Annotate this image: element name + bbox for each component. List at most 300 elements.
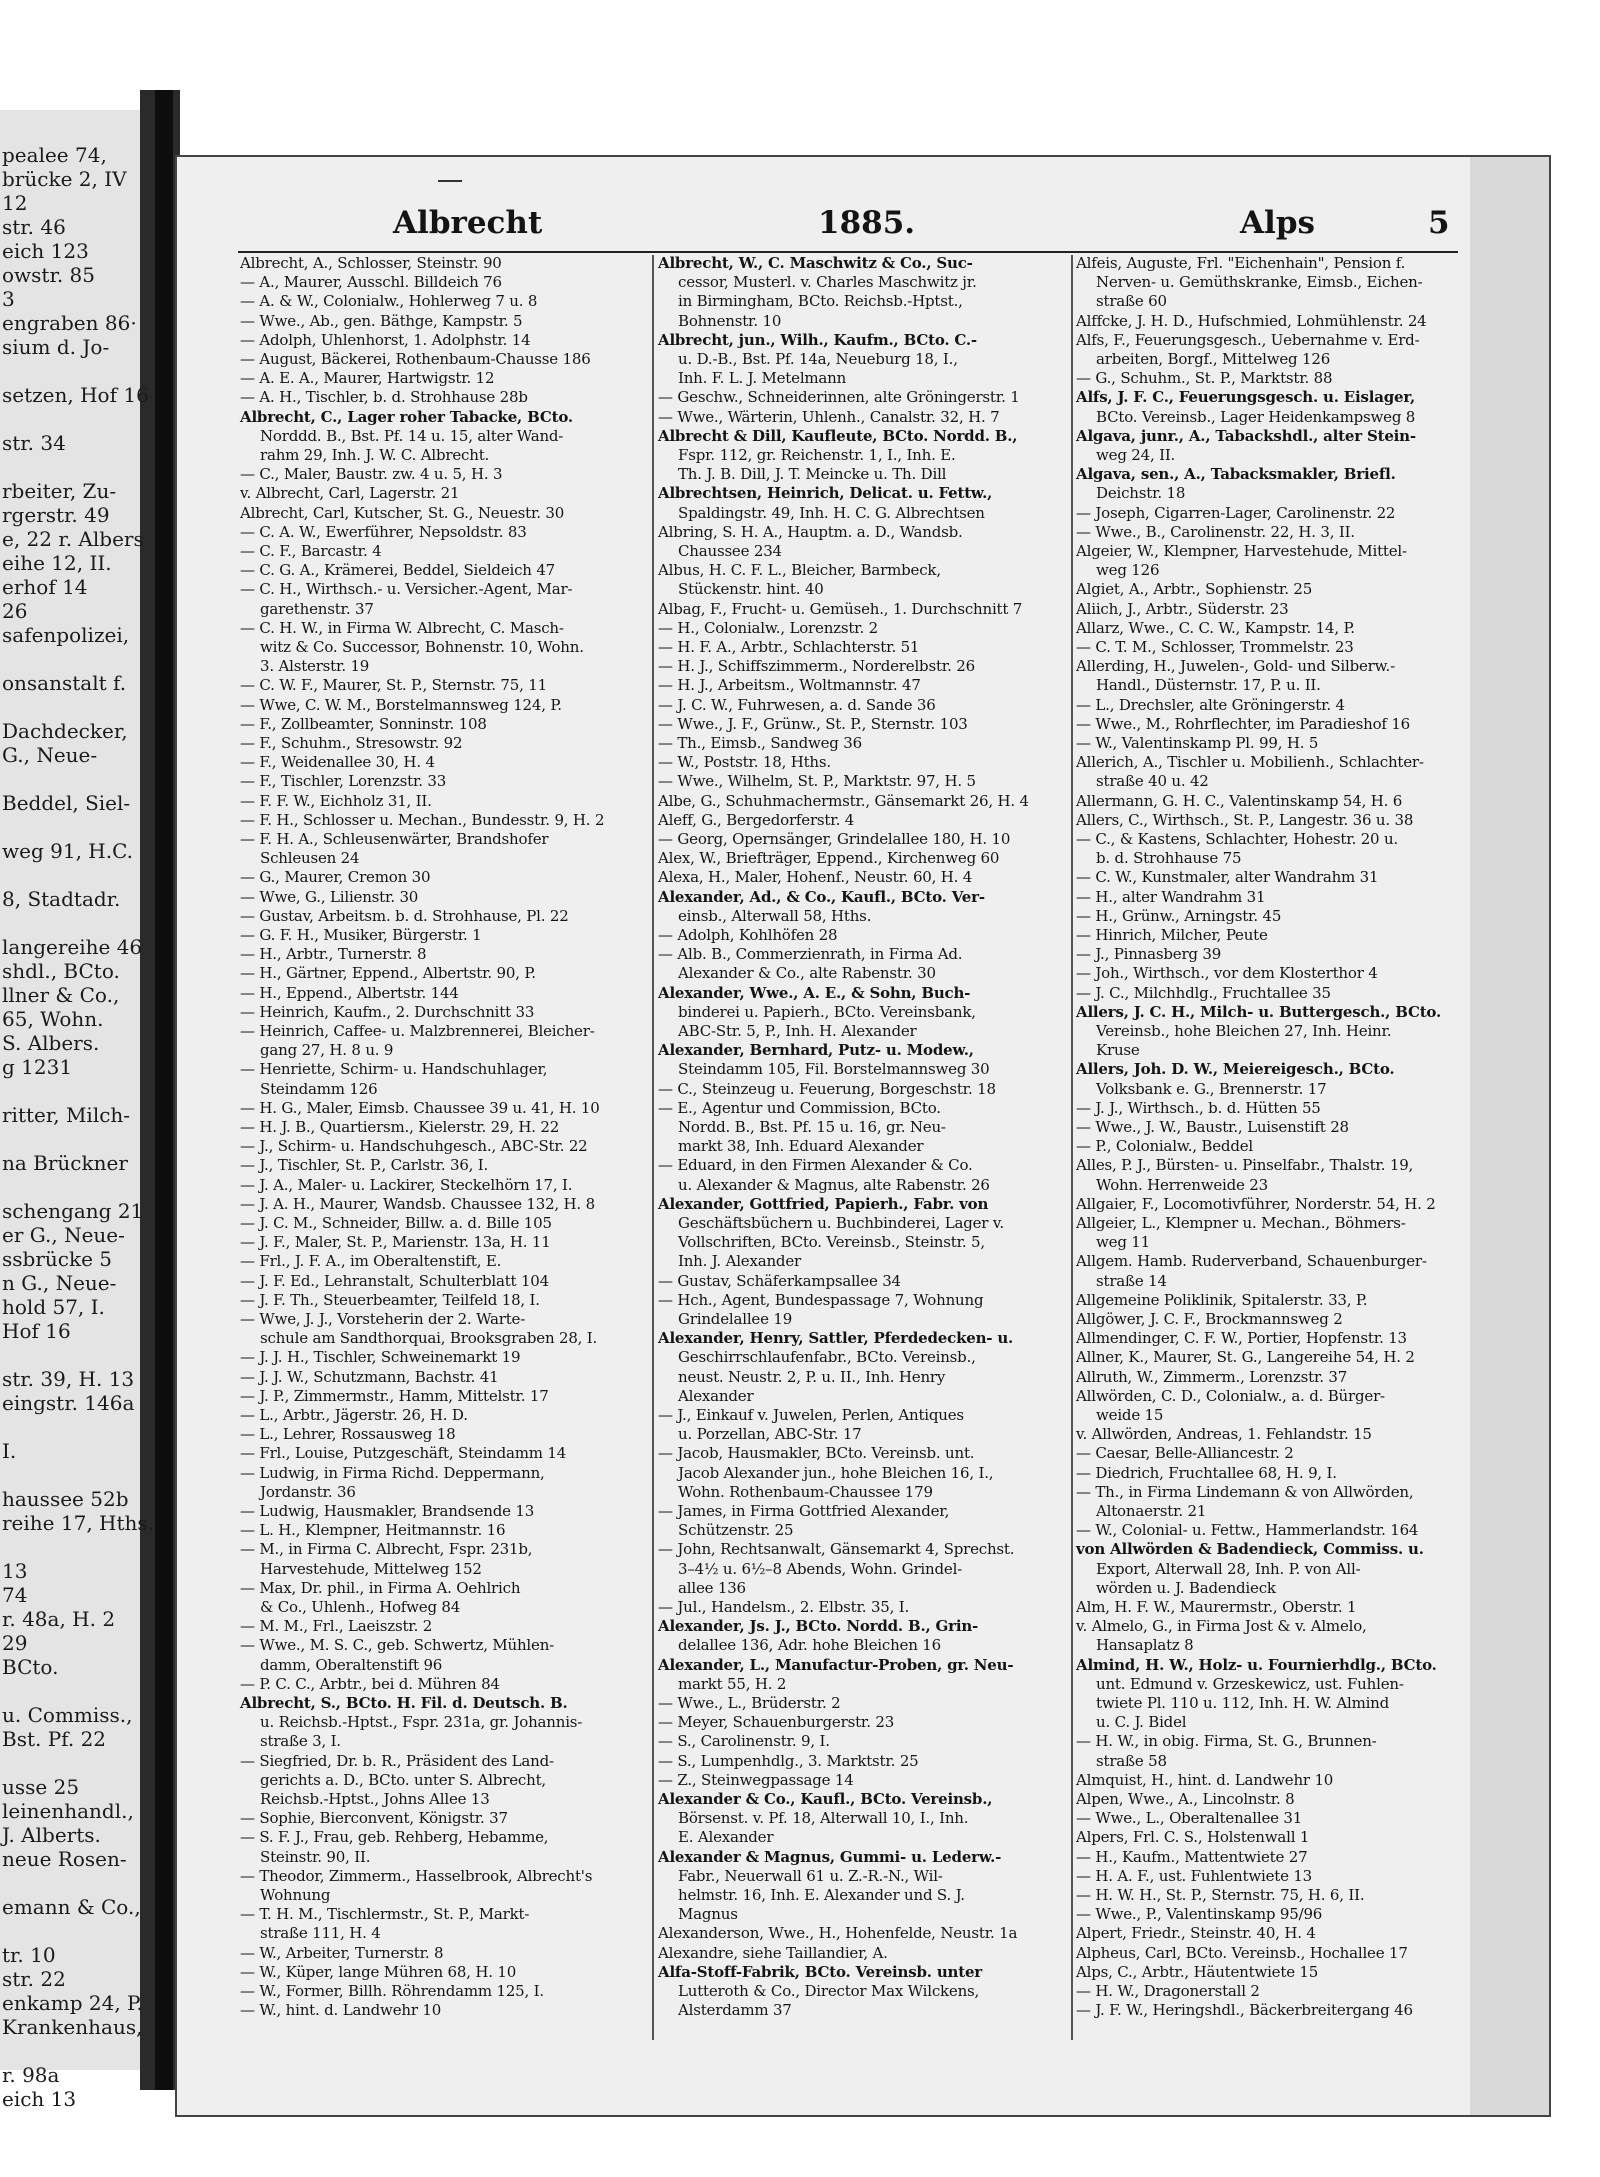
left-page-fragment: I.: [2, 1439, 17, 1463]
left-page-fragment: hold 57, I.: [2, 1295, 105, 1319]
directory-entry: witz & Co. Successor, Bohnenstr. 10, Wohn.: [260, 638, 584, 656]
left-page-fragment: e, 22 r. Albers: [2, 527, 144, 551]
directory-entry: Alfeis, Auguste, Frl. "Eichenhain", Pension f.: [1076, 254, 1406, 272]
directory-entry: Almquist, H., hint. d. Landwehr 10: [1076, 1770, 1334, 1789]
directory-entry: gang 27, H. 8 u. 9: [260, 1041, 394, 1060]
directory-entry: Alffcke, J. H. D., Hufschmied, Lohmühlenstr. 24: [1076, 311, 1427, 330]
directory-entry: — A. H., Tischler, b. d. Strohhause 28b: [240, 388, 528, 407]
directory-entry: — H. J., Arbeitsm., Woltmannstr. 47: [658, 676, 921, 695]
directory-entry: — J., Einkauf v. Juwelen, Perlen, Antiques: [658, 1406, 964, 1424]
directory-entry: — A., Maurer, Ausschl. Billdeich 76: [240, 273, 502, 292]
directory-entry: — Z., Steinwegpassage 14: [658, 1770, 854, 1789]
left-page-fragment: leinenhandl.,: [2, 1799, 134, 1823]
directory-entry: Aliich, J., Arbtr., Süderstr. 23: [1076, 599, 1289, 618]
directory-heading-entry: Alfa-Stoff-Fabrik, BCto. Vereinsb. unter: [658, 1962, 982, 1981]
directory-entry: — H. W., Dragonerstall 2: [1076, 1982, 1260, 2000]
directory-entry: — G. F. H., Musiker, Bürgerstr. 1: [240, 926, 482, 944]
directory-entry: Th. J. B. Dill, J. T. Meincke u. Th. Dill: [678, 465, 947, 484]
directory-entry: Allruth, W., Zimmerm., Lorenzstr. 37: [1076, 1367, 1348, 1386]
directory-entry: — J. C. M., Schneider, Billw. a. d. Bille 105: [240, 1214, 552, 1232]
directory-entry: Alexander & Co., alte Rabenstr. 30: [678, 964, 936, 983]
directory-entry: — Jul., Handelsm., 2. Elbstr. 35, I.: [658, 1598, 910, 1616]
directory-entry: — F., Zollbeamter, Sonninstr. 108: [240, 714, 487, 733]
directory-entry: Börsenst. v. Pf. 18, Alterwall 10, I., Inh.: [678, 1809, 969, 1828]
directory-entry: Alexanderson, Wwe., H., Hohenfelde, Neustr. 1a: [658, 1924, 1018, 1943]
directory-entry: — Wwe, J. J., Vorsteherin der 2. Warte-: [240, 1310, 526, 1328]
directory-entry: u. D.-B., Bst. Pf. 14a, Neueburg 18, I.,: [678, 350, 958, 368]
directory-entry: Chaussee 234: [678, 542, 782, 560]
directory-entry: — P., Colonialw., Beddel: [1076, 1137, 1254, 1156]
left-page-fragment: eich 123: [2, 239, 89, 263]
directory-entry: — Joh., Wirthsch., vor dem Klosterthor 4: [1076, 964, 1378, 983]
directory-entry: Wohn. Rothenbaum-Chaussee 179: [678, 1482, 933, 1501]
directory-entry: — Frl., J. F. A., im Oberaltenstift, E.: [240, 1252, 502, 1271]
directory-column-1: [240, 252, 648, 2032]
directory-entry: Wohnung: [260, 1886, 331, 1904]
directory-heading-entry: Albrecht, C., Lager roher Tabacke, BCto.: [240, 407, 573, 426]
directory-entry: Volksbank e. G., Brennerstr. 17: [1096, 1079, 1327, 1098]
directory-entry: — J. A., Maler- u. Lackirer, Steckelhörn 17, I.: [240, 1175, 573, 1194]
directory-entry: — G., Maurer, Cremon 30: [240, 868, 431, 887]
directory-entry: neust. Neustr. 2, P. u. II., Inh. Henry: [678, 1367, 946, 1386]
left-page-fragment: 65, Wohn.: [2, 1007, 104, 1031]
left-page-fragment: shdl., BCto.: [2, 959, 120, 983]
directory-entry: v. Allwörden, Andreas, 1. Fehlandstr. 15: [1076, 1425, 1372, 1444]
left-page-fragment: 74: [2, 1583, 28, 1607]
left-page-fragment: usse 25: [2, 1775, 80, 1799]
directory-entry: — J. F., Maler, St. P., Marienstr. 13a, H. 11: [240, 1233, 551, 1252]
directory-entry: Fspr. 112, gr. Reichenstr. 1, I., Inh. E.: [678, 446, 956, 464]
directory-entry: — S., Lumpenhdlg., 3. Marktstr. 25: [658, 1751, 919, 1770]
directory-entry: — W., Valentinskamp Pl. 99, H. 5: [1076, 734, 1319, 752]
left-page-fragment: na Brückner: [2, 1151, 128, 1175]
directory-entry: v. Almelo, G., in Firma Jost & v. Almelo,: [1076, 1617, 1367, 1636]
directory-entry: in Birmingham, BCto. Reichsb.-Hptst.,: [678, 292, 963, 311]
left-page-fragment: setzen, Hof 16: [2, 383, 149, 407]
directory-entry: Grindelallee 19: [678, 1310, 793, 1328]
left-page-fragment: S. Albers.: [2, 1031, 100, 1055]
directory-heading-entry: Alfs, J. F. C., Feuerungsgesch. u. Eislager,: [1076, 388, 1416, 407]
directory-entry: — F. H. A., Schleusenwärter, Brandshofer: [240, 830, 549, 848]
left-page-fragment: haussee 52b: [2, 1487, 129, 1511]
directory-entry: — H., Gärtner, Eppend., Albertstr. 90, P.: [240, 964, 536, 983]
directory-entry: — F. F. W., Eichholz 31, II.: [240, 791, 432, 810]
directory-entry: Allgem. Hamb. Ruderverband, Schauenburger-: [1076, 1252, 1427, 1271]
left-page-fragment: pealee 74,: [2, 143, 107, 167]
directory-entry: — Gustav, Arbeitsm. b. d. Strohhause, Pl. 22: [240, 906, 569, 925]
directory-entry: — W., Colonial- u. Fettw., Hammerlandstr. 164: [1076, 1521, 1419, 1540]
directory-entry: — M., in Firma C. Albrecht, Fspr. 231b,: [240, 1540, 533, 1559]
directory-heading-entry: Algava, junr., A., Tabackshdl., alter Stein-: [1076, 426, 1416, 445]
directory-entry: helmstr. 16, Inh. E. Alexander und S. J.: [678, 1886, 965, 1904]
directory-entry: garethenstr. 37: [260, 599, 374, 618]
directory-entry: — Wwe, C. W. M., Borstelmannsweg 124, P.: [240, 695, 562, 714]
directory-entry: Stückenstr. hint. 40: [678, 580, 824, 599]
directory-heading-entry: Alexander, Gottfried, Papierh., Fabr. von: [658, 1194, 989, 1213]
directory-entry: Allarz, Wwe., C. C. W., Kampstr. 14, P.: [1076, 618, 1355, 637]
directory-entry: — C. W. F., Maurer, St. P., Sternstr. 75, 11: [240, 676, 547, 695]
directory-entry: Lutteroth & Co., Director Max Wilckens,: [678, 1982, 980, 2000]
directory-entry: — Th., in Firma Lindemann & von Allwörden,: [1076, 1482, 1414, 1501]
directory-entry: — C., & Kastens, Schlachter, Hohestr. 20 u.: [1076, 830, 1399, 848]
directory-entry: Export, Alterwall 28, Inh. P. von All-: [1096, 1559, 1361, 1578]
directory-entry: — J. C. W., Fuhrwesen, a. d. Sande 36: [658, 695, 936, 714]
left-page-fragment: n G., Neue-: [2, 1271, 117, 1295]
left-page-fragment: engraben 86·: [2, 311, 137, 335]
directory-entry: weg 126: [1096, 561, 1160, 580]
directory-heading-entry: Alexander, Ad., & Co., Kaufl., BCto. Ver-: [658, 887, 985, 906]
directory-entry: ABC-Str. 5, P., Inh. H. Alexander: [678, 1022, 917, 1040]
left-page-fragment: 12: [2, 191, 28, 215]
left-page-fragment: Krankenhaus,: [2, 2015, 143, 2039]
directory-entry: markt 55, H. 2: [678, 1674, 787, 1693]
directory-entry: weg 24, II.: [1096, 446, 1176, 464]
left-page-fragment: 29: [2, 1631, 28, 1655]
left-page-fragment: llner & Co.,: [2, 983, 120, 1007]
left-page-fragment: rgerstr. 49: [2, 503, 110, 527]
directory-entry: — Wwe., J. F., Grünw., St. P., Sternstr. 103: [658, 714, 968, 733]
directory-entry: Schützenstr. 25: [678, 1521, 794, 1540]
directory-entry: — F., Tischler, Lorenzstr. 33: [240, 772, 447, 791]
directory-entry: wörden u. J. Badendieck: [1096, 1578, 1276, 1597]
directory-entry: — G., Schuhm., St. P., Marktstr. 88: [1076, 369, 1333, 388]
directory-entry: allee 136: [678, 1578, 746, 1597]
left-page-fragment: weg 91, H.C.: [2, 839, 134, 863]
directory-entry: — Gustav, Schäferkampsallee 34: [658, 1271, 901, 1290]
left-page-fragment: rbeiter, Zu-: [2, 479, 117, 503]
directory-entry: — Wwe., L., Oberaltenallee 31: [1076, 1809, 1303, 1828]
left-page-fragment: ssbrücke 5: [2, 1247, 113, 1271]
directory-entry: — Adolph, Uhlenhorst, 1. Adolphstr. 14: [240, 330, 531, 349]
directory-heading-entry: von Allwörden & Badendieck, Commiss. u.: [1076, 1540, 1424, 1559]
page-number: 5: [1428, 205, 1450, 241]
directory-entry: — Caesar, Belle-Alliancestr. 2: [1076, 1444, 1294, 1463]
directory-entry: Geschäftsbüchern u. Buchbinderei, Lager v.: [678, 1214, 1004, 1232]
left-page-fragment: G., Neue-: [2, 743, 98, 767]
directory-entry: Allermann, G. H. C., Valentinskamp 54, H. 6: [1076, 791, 1403, 810]
directory-entry: Kruse: [1096, 1041, 1140, 1060]
directory-entry: — Wwe., B., Carolinenstr. 22, H. 3, II.: [1076, 522, 1355, 541]
directory-heading-entry: Alexander, Bernhard, Putz- u. Modew.,: [658, 1041, 974, 1060]
directory-entry: straße 40 u. 42: [1096, 772, 1209, 791]
directory-entry: Alpheus, Carl, BCto. Vereinsb., Hochallee 17: [1076, 1943, 1408, 1962]
left-page-fragment: neue Rosen-: [2, 1847, 127, 1871]
directory-entry: — C. A. W., Ewerführer, Nepsoldstr. 83: [240, 522, 527, 541]
directory-heading-entry: Alexander, Wwe., A. E., & Sohn, Buch-: [658, 983, 971, 1002]
directory-entry: — A. & W., Colonialw., Hohlerweg 7 u. 8: [240, 292, 538, 311]
directory-entry: Alles, P. J., Bürsten- u. Pinselfabr., Thalstr. 19,: [1076, 1156, 1414, 1175]
directory-entry: — H. G., Maler, Eimsb. Chaussee 39 u. 41, H. 10: [240, 1098, 600, 1117]
left-page-fragment: tr. 10: [2, 1943, 56, 1967]
directory-entry: — H. W., in obig. Firma, St. G., Brunnen-: [1076, 1732, 1377, 1751]
directory-entry: — Frl., Louise, Putzgeschäft, Steindamm 14: [240, 1444, 567, 1463]
directory-entry: — Adolph, Kohlhöfen 28: [658, 926, 838, 944]
directory-entry: weide 15: [1096, 1406, 1164, 1424]
directory-entry: — S. F. J., Frau, geb. Rehberg, Hebamme,: [240, 1828, 549, 1847]
directory-entry: — H., alter Wandrahm 31: [1076, 887, 1266, 906]
directory-entry: gerichts a. D., BCto. unter S. Albrecht,: [260, 1770, 546, 1789]
directory-heading-entry: Albrecht & Dill, Kaufleute, BCto. Nordd. B.,: [658, 426, 1018, 445]
directory-entry: — C. T. M., Schlosser, Trommelstr. 23: [1076, 638, 1354, 656]
directory-entry: Albrecht, A., Schlosser, Steinstr. 90: [240, 254, 502, 272]
directory-entry: Alpers, Frl. C. S., Holstenwall 1: [1076, 1828, 1310, 1847]
directory-entry: — J. C., Milchhdlg., Fruchtallee 35: [1076, 983, 1331, 1002]
directory-entry: — J. A. H., Maurer, Wandsb. Chaussee 132, H. 8: [240, 1194, 595, 1213]
directory-entry: Allgemeine Poliklinik, Spitalerstr. 33, P.: [1076, 1290, 1368, 1309]
directory-entry: — J. F. Th., Steuerbeamter, Teilfeld 18, I.: [240, 1290, 540, 1309]
directory-heading-entry: Alexander, Henry, Sattler, Pferdedecken- u.: [658, 1329, 1014, 1348]
directory-entry: — F., Weidenallee 30, H. 4: [240, 753, 435, 772]
directory-entry: — W., hint. d. Landwehr 10: [240, 2001, 442, 2020]
directory-heading-entry: Allers, J. C. H., Milch- u. Buttergesch., BCto.: [1076, 1002, 1441, 1021]
left-page-fragment: Hof 16: [2, 1319, 71, 1343]
directory-entry: — Meyer, Schauenburgerstr. 23: [658, 1713, 895, 1732]
directory-entry: — J. J. H., Tischler, Schweinemarkt 19: [240, 1348, 521, 1367]
directory-entry: Schleusen 24: [260, 849, 360, 868]
directory-entry: — Wwe., P., Valentinskamp 95/96: [1076, 1905, 1323, 1924]
directory-entry: Alex, W., Briefträger, Eppend., Kirchenweg 60: [658, 849, 1000, 868]
directory-entry: Albe, G., Schuhmachermstr., Gänsemarkt 26, H. 4: [658, 791, 1029, 810]
directory-entry: — C. F., Barcastr. 4: [240, 542, 382, 560]
directory-entry: Albring, S. H. A., Hauptm. a. D., Wandsb.: [658, 522, 963, 541]
left-page-fragment: 26: [2, 599, 28, 623]
directory-entry: Alexa, H., Maler, Hohenf., Neustr. 60, H. 4: [658, 868, 973, 887]
directory-entry: Allmendinger, C. F. W., Portier, Hopfenstr. 13: [1076, 1329, 1407, 1348]
directory-entry: einsb., Alterwall 58, Hths.: [678, 906, 872, 925]
directory-entry: Inh. F. L. J. Metelmann: [678, 369, 847, 388]
directory-entry: u. C. J. Bidel: [1096, 1713, 1187, 1732]
directory-entry: & Co., Uhlenh., Hofweg 84: [260, 1598, 461, 1616]
directory-entry: Nordd. B., Bst. Pf. 15 u. 16, gr. Neu-: [678, 1118, 946, 1136]
directory-entry: Algiet, A., Arbtr., Sophienstr. 25: [1076, 580, 1313, 599]
directory-entry: — Wwe., L., Brüderstr. 2: [658, 1694, 841, 1712]
directory-heading-entry: Alexander & Magnus, Gummi- u. Lederw.-: [658, 1847, 1002, 1866]
directory-heading-entry: Alexander & Co., Kaufl., BCto. Vereinsb.,: [658, 1790, 993, 1808]
directory-entry: Steindamm 105, Fil. Borstelmannsweg 30: [678, 1060, 990, 1079]
left-page-fragment: brücke 2, IV: [2, 167, 127, 191]
directory-entry: — J. J. W., Schutzmann, Bachstr. 41: [240, 1367, 499, 1386]
directory-entry: — H. W. H., St. P., Sternstr. 75, H. 6, II.: [1076, 1886, 1365, 1904]
directory-entry: — Joseph, Cigarren-Lager, Carolinenstr. 22: [1076, 503, 1396, 522]
left-page-fragment: BCto.: [2, 1655, 59, 1679]
directory-entry: delallee 136, Adr. hohe Bleichen 16: [678, 1636, 941, 1655]
directory-entry: Albus, H. C. F. L., Bleicher, Barmbeck,: [658, 561, 941, 580]
directory-entry: Albrecht, Carl, Kutscher, St. G., Neuestr. 30: [240, 503, 565, 522]
directory-entry: — Wwe., J. W., Baustr., Luisenstift 28: [1076, 1118, 1349, 1136]
left-page-fragment: ritter, Milch-: [2, 1103, 131, 1127]
directory-entry: — C. H., Wirthsch.- u. Versicher.-Agent, Mar-: [240, 580, 573, 599]
directory-entry: — Wwe, G., Lilienstr. 30: [240, 887, 419, 906]
directory-entry: Alps, C., Arbtr., Häutentwiete 15: [1076, 1962, 1319, 1981]
left-page-fragment: 3: [2, 287, 15, 311]
left-page-fragment: eihe 12, II.: [2, 551, 112, 575]
left-page-fragment: schengang 21: [2, 1199, 144, 1223]
directory-entry: Alfs, F., Feuerungsgesch., Uebernahme v. Erd-: [1076, 330, 1420, 349]
directory-heading-entry: Albrecht, jun., Wilh., Kaufm., BCto. C.-: [658, 330, 977, 349]
directory-entry: straße 58: [1096, 1751, 1167, 1770]
directory-entry: Allgaier, F., Locomotivführer, Norderstr. 54, H. 2: [1076, 1194, 1436, 1213]
directory-entry: straße 14: [1096, 1271, 1167, 1290]
left-page-fragment: Beddel, Siel-: [2, 791, 131, 815]
directory-entry: Alpen, Wwe., A., Lincolnstr. 8: [1076, 1790, 1295, 1808]
directory-entry: Deichstr. 18: [1096, 484, 1186, 503]
directory-entry: Steinstr. 90, II.: [260, 1847, 371, 1866]
directory-entry: Handl., Düsternstr. 17, P. u. II.: [1096, 676, 1321, 695]
directory-entry: — H. F. A., Arbtr., Schlachterstr. 51: [658, 638, 920, 656]
directory-entry: Alm, H. F. W., Maurermstr., Oberstr. 1: [1076, 1598, 1357, 1616]
directory-entry: — Theodor, Zimmerm., Hasselbrook, Albrecht's: [240, 1866, 593, 1885]
left-page-fragment: str. 22: [2, 1967, 66, 1991]
directory-entry: — Max, Dr. phil., in Firma A. Oehlrich: [240, 1578, 521, 1597]
directory-entry: Alexander: [678, 1386, 754, 1405]
left-page-fragment: r. 48a, H. 2: [2, 1607, 116, 1631]
directory-entry: — L., Lehrer, Rossausweg 18: [240, 1425, 456, 1444]
directory-entry: Bohnenstr. 10: [678, 311, 782, 330]
directory-entry: — J. P., Zimmermstr., Hamm, Mittelstr. 17: [240, 1386, 549, 1405]
directory-entry: Reichsb.-Hptst., Johns Allee 13: [260, 1790, 490, 1808]
directory-entry: — J., Pinnasberg 39: [1076, 945, 1222, 964]
left-page-fragment: sium d. Jo-: [2, 335, 110, 359]
directory-entry: Harvestehude, Mittelweg 152: [260, 1559, 482, 1578]
left-page-fragments: [0, 140, 160, 2111]
directory-entry: — J. J., Wirthsch., b. d. Hütten 55: [1076, 1098, 1321, 1117]
left-page-fragment: er G., Neue-: [2, 1223, 125, 1247]
directory-entry: — T. H. M., Tischlermstr., St. P., Markt-: [240, 1905, 530, 1924]
left-page-fragment: r. 98a: [2, 2063, 60, 2087]
directory-entry: Alsterdamm 37: [678, 2001, 792, 2020]
directory-entry: Steindamm 126: [260, 1079, 378, 1098]
left-page-fragment: erhof 14: [2, 575, 88, 599]
directory-entry: cessor, Musterl. v. Charles Maschwitz jr.: [678, 273, 977, 292]
directory-entry: — Jacob, Hausmakler, BCto. Vereinsb. unt.: [658, 1444, 975, 1463]
header-right-word: Alps: [1240, 205, 1315, 241]
left-page-fragment: str. 34: [2, 431, 66, 455]
directory-entry: damm, Oberaltenstift 96: [260, 1655, 443, 1674]
left-page-fragment: safenpolizei,: [2, 623, 130, 647]
left-page-fragment: emann & Co.,: [2, 1895, 141, 1919]
directory-heading-entry: Albrecht, W., C. Maschwitz & Co., Suc-: [658, 254, 973, 272]
left-page-fragment: onsanstalt f.: [2, 671, 127, 695]
directory-entry: Albag, F., Frucht- u. Gemüseh., 1. Durchschnitt 7: [658, 599, 1023, 618]
directory-entry: — John, Rechtsanwalt, Gänsemarkt 4, Sprechst.: [658, 1540, 1015, 1559]
directory-entry: Spaldingstr. 49, Inh. H. C. G. Albrechtsen: [678, 503, 985, 522]
directory-entry: — H. J., Schiffszimmerm., Norderelbstr. 26: [658, 657, 975, 676]
directory-entry: Vereinsb., hohe Bleichen 27, Inh. Heinr.: [1096, 1022, 1392, 1040]
directory-entry: — H., Kaufm., Mattentwiete 27: [1076, 1847, 1308, 1866]
directory-entry: — C., Maler, Baustr. zw. 4 u. 5, H. 3: [240, 465, 503, 484]
directory-entry: — H., Colonialw., Lorenzstr. 2: [658, 618, 878, 637]
directory-entry: u. Reichsb.-Hptst., Fspr. 231a, gr. Johannis-: [260, 1713, 583, 1732]
left-page-fragment: eingstr. 146a: [2, 1391, 135, 1415]
directory-entry: Nerven- u. Gemüthskranke, Eimsb., Eichen-: [1096, 273, 1423, 292]
left-page-fragment: 8, Stadtadr.: [2, 887, 121, 911]
directory-entry: BCto. Vereinsb., Lager Heidenkampsweg 8: [1096, 407, 1416, 426]
directory-entry: rahm 29, Inh. J. W. C. Albrecht.: [260, 446, 490, 464]
directory-entry: Geschirrschlaufenfabr., BCto. Vereinsb.,: [678, 1348, 976, 1367]
directory-entry: — Geschw., Schneiderinnen, alte Gröningerstr. 1: [658, 388, 1020, 407]
directory-entry: Inh. J. Alexander: [678, 1252, 801, 1271]
directory-entry: — Diedrich, Fruchtallee 68, H. 9, I.: [1076, 1463, 1337, 1482]
directory-entry: — H., Arbtr., Turnerstr. 8: [240, 945, 427, 964]
directory-entry: — M. M., Frl., Laeiszstr. 2: [240, 1617, 433, 1636]
directory-entry: 3. Alsterstr. 19: [260, 657, 370, 676]
directory-entry: — J. F. Ed., Lehranstalt, Schulterblatt 104: [240, 1271, 549, 1290]
directory-entry: — H., Grünw., Arningstr. 45: [1076, 906, 1282, 925]
left-page-fragment: langereihe 46: [2, 935, 143, 959]
directory-entry: — H. J. B., Quartiersm., Kielerstr. 29, H. 22: [240, 1118, 560, 1136]
left-page-fragment: Dachdecker,: [2, 719, 128, 743]
directory-heading-entry: Albrecht, S., BCto. H. Fil. d. Deutsch. B.: [240, 1694, 568, 1712]
directory-entry: — Heinrich, Caffee- u. Malzbrennerei, Bleicher-: [240, 1022, 595, 1040]
directory-entry: — C., Steinzeug u. Feuerung, Borgeschstr. 18: [658, 1079, 996, 1098]
directory-entry: — C. H. W., in Firma W. Albrecht, C. Masch-: [240, 618, 564, 637]
directory-entry: 3–4½ u. 6½–8 Abends, Wohn. Grindel-: [678, 1559, 963, 1578]
directory-entry: markt 38, Inh. Eduard Alexander: [678, 1137, 924, 1156]
directory-column-2: [658, 252, 1068, 2032]
left-page-fragment: enkamp 24, P.: [2, 1991, 143, 2015]
directory-entry: — H. A. F., ust. Fuhlentwiete 13: [1076, 1866, 1313, 1885]
directory-entry: Wohn. Herrenweide 23: [1096, 1175, 1268, 1194]
left-page-fragment: owstr. 85: [2, 263, 95, 287]
directory-heading-entry: Alexander, L., Manufactur-Proben, gr. Neu-: [658, 1655, 1014, 1674]
directory-entry: — Georg, Opernsänger, Grindelallee 180, H. 10: [658, 830, 1011, 848]
directory-entry: — Eduard, in den Firmen Alexander & Co.: [658, 1156, 973, 1175]
directory-heading-entry: Albrechtsen, Heinrich, Delicat. u. Fettw.,: [658, 484, 993, 503]
directory-heading-entry: Almind, H. W., Holz- u. Fournierhdlg., BCto.: [1076, 1655, 1437, 1674]
left-page-fragment: 13: [2, 1559, 28, 1583]
directory-entry: — August, Bäckerei, Rothenbaum-Chausse 186: [240, 350, 591, 368]
directory-entry: — J., Tischler, St. P., Carlstr. 36, I.: [240, 1156, 489, 1175]
left-page-fragment: str. 39, H. 13: [2, 1367, 135, 1391]
directory-entry: — S., Carolinenstr. 9, I.: [658, 1732, 830, 1751]
directory-entry: Vollschriften, BCto. Vereinsb., Steinstr. 5,: [678, 1233, 985, 1252]
directory-entry: arbeiten, Borgf., Mittelweg 126: [1096, 350, 1331, 368]
directory-entry: — Wwe., Ab., gen. Bäthge, Kampstr. 5: [240, 311, 523, 330]
directory-entry: — Henriette, Schirm- u. Handschuhlager,: [240, 1060, 548, 1079]
left-page-fragment: u. Commiss.,: [2, 1703, 133, 1727]
left-page-fragment: J. Alberts.: [2, 1823, 101, 1847]
directory-entry: straße 111, H. 4: [260, 1924, 381, 1943]
directory-entry: — Ludwig, Hausmakler, Brandsende 13: [240, 1502, 535, 1520]
directory-entry: — H., Eppend., Albertstr. 144: [240, 983, 459, 1002]
directory-entry: straße 60: [1096, 292, 1167, 311]
directory-entry: — Hch., Agent, Bundespassage 7, Wohnung: [658, 1290, 984, 1309]
directory-entry: straße 3, I.: [260, 1732, 341, 1751]
directory-entry: Norddd. B., Bst. Pf. 14 u. 15, alter Wand-: [260, 426, 564, 445]
directory-entry: — Wwe., Wärterin, Uhlenh., Canalstr. 32, H. 7: [658, 407, 1000, 426]
directory-entry: twiete Pl. 110 u. 112, Inh. H. W. Almind: [1096, 1694, 1390, 1712]
directory-entry: — W., Former, Billh. Röhrendamm 125, I.: [240, 1982, 544, 2000]
directory-entry: Altonaerstr. 21: [1096, 1502, 1207, 1520]
directory-entry: Allgöwer, J. C. F., Brockmannsweg 2: [1076, 1310, 1343, 1328]
directory-entry: — F., Schuhm., Stresowstr. 92: [240, 734, 463, 752]
directory-entry: Allgeier, L., Klempner u. Mechan., Böhmers-: [1076, 1214, 1406, 1232]
directory-entry: — James, in Firma Gottfried Alexander,: [658, 1502, 950, 1520]
directory-entry: Allerding, H., Juwelen-, Gold- und Silberw.-: [1076, 657, 1395, 676]
directory-entry: Hansaplatz 8: [1096, 1636, 1194, 1655]
directory-entry: — F. H., Schlosser u. Mechan., Bundesstr. 9, H. 2: [240, 810, 605, 829]
directory-entry: — Siegfried, Dr. b. R., Präsident des Land-: [240, 1751, 554, 1770]
directory-entry: Allers, C., Wirthsch., St. P., Langestr. 36 u. 38: [1076, 810, 1414, 829]
directory-column-3: [1076, 252, 1466, 2032]
directory-entry: Jordanstr. 36: [260, 1482, 356, 1501]
left-page-fragment: str. 46: [2, 215, 66, 239]
directory-entry: Allerich, A., Tischler u. Mobilienh., Schlachter-: [1076, 753, 1424, 772]
directory-entry: — W., Küper, lange Mühren 68, H. 10: [240, 1962, 517, 1981]
directory-entry: — C. W., Kunstmaler, alter Wandrahm 31: [1076, 868, 1379, 887]
directory-entry: Allwörden, C. D., Colonialw., a. d. Bürger-: [1076, 1386, 1385, 1405]
directory-entry: Magnus: [678, 1905, 738, 1924]
